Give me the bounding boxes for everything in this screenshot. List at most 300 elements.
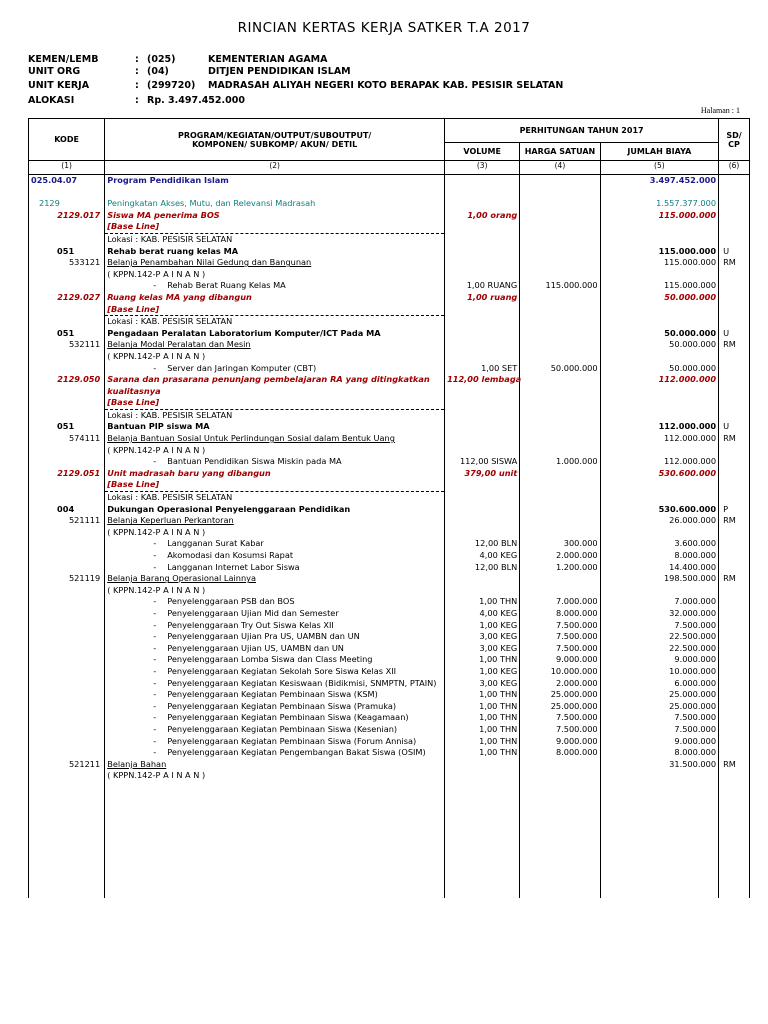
header-label: UNIT ORG	[28, 66, 81, 77]
table-row	[29, 304, 750, 316]
cell-jumlah: 25.000.000	[600, 701, 718, 713]
cell-harga	[520, 421, 600, 433]
cell-uraian: Lokasi : KAB. PESISIR SELATAN	[105, 316, 445, 328]
cell-jumlah: 6.000.000	[600, 678, 718, 690]
cell-harga	[520, 840, 600, 852]
cell-jumlah: 115.000.000	[600, 257, 718, 269]
cell-jumlah: 22.500.000	[600, 643, 718, 655]
header-colon: :	[135, 66, 139, 77]
col-num-1: (1)	[29, 161, 105, 175]
cell-uraian: Lokasi : KAB. PESISIR SELATAN	[105, 409, 445, 421]
col-num-4: (4)	[520, 161, 600, 175]
cell-volume: 112,00 lembaga	[445, 374, 520, 386]
table-row	[29, 374, 750, 386]
table-row	[29, 433, 750, 445]
cell-sdcp: RM	[719, 515, 750, 527]
bullet-dash: -	[153, 689, 157, 700]
cell-kode	[29, 840, 105, 852]
cell-jumlah	[600, 793, 718, 805]
cell-jumlah: 112.000.000	[600, 374, 718, 386]
table-row	[29, 631, 750, 643]
cell-jumlah	[600, 770, 718, 782]
cell-harga: 10.000.000	[520, 666, 600, 678]
cell-volume	[445, 246, 520, 258]
cell-harga	[520, 515, 600, 527]
cell-sdcp	[719, 666, 750, 678]
table-row	[29, 221, 750, 233]
cell-harga	[520, 817, 600, 829]
cell-kode: 574111	[29, 433, 105, 445]
header-name: DITJEN PENDIDIKAN ISLAM	[208, 66, 351, 77]
cell-volume	[445, 221, 520, 233]
cell-uraian	[105, 654, 445, 666]
cell-volume	[445, 397, 520, 409]
cell-jumlah	[600, 851, 718, 863]
table-row	[29, 397, 750, 409]
table-row	[29, 805, 750, 817]
cell-harga: 7.500.000	[520, 631, 600, 643]
detail-text: Penyelenggaraan Kegiatan Pembinaan Siswa (KSM)	[167, 689, 378, 700]
cell-harga: 7.000.000	[520, 596, 600, 608]
cell-uraian	[105, 793, 445, 805]
cell-kode	[29, 631, 105, 643]
cell-kode: 521211	[29, 759, 105, 771]
col-header-program	[105, 119, 445, 161]
cell-harga	[520, 409, 600, 421]
cell-jumlah: 112.000.000	[600, 433, 718, 445]
detail-text: Penyelenggaraan Try Out Siswa Kelas XII	[167, 619, 334, 630]
bullet-dash: -	[153, 596, 157, 607]
cell-jumlah: 25.000.000	[600, 689, 718, 701]
cell-sdcp	[719, 538, 750, 550]
table-row	[29, 793, 750, 805]
cell-volume: 379,00 unit	[445, 468, 520, 480]
cell-harga	[520, 221, 600, 233]
cell-uraian	[105, 782, 445, 794]
cell-uraian: [Base Line]	[105, 397, 445, 409]
detail-text: Penyelenggaraan PSB dan BOS	[167, 596, 295, 607]
cell-kode	[29, 397, 105, 409]
cell-volume	[445, 269, 520, 281]
cell-sdcp	[719, 631, 750, 643]
detail-text: Penyelenggaraan Ujian US, UAMBN dan UN	[167, 642, 344, 653]
col-num-3: (3)	[445, 161, 520, 175]
cell-kode	[29, 562, 105, 574]
cell-jumlah	[600, 187, 718, 199]
cell-uraian	[105, 280, 445, 292]
cell-uraian	[105, 643, 445, 655]
cell-jumlah	[600, 269, 718, 281]
cell-volume	[445, 304, 520, 316]
cell-sdcp: RM	[719, 759, 750, 771]
cell-uraian: Belanja Bahan	[105, 759, 445, 771]
cell-volume	[445, 573, 520, 585]
cell-uraian	[105, 689, 445, 701]
cell-uraian	[105, 851, 445, 863]
table-row	[29, 292, 750, 304]
cell-kode	[29, 492, 105, 504]
cell-volume: 1,00 SET	[445, 363, 520, 375]
cell-kode: 051	[29, 421, 105, 433]
cell-kode: 025.04.07	[29, 175, 105, 187]
cell-jumlah: 530.600.000	[600, 468, 718, 480]
table-row	[29, 701, 750, 713]
bullet-dash: -	[153, 700, 157, 711]
table-row	[29, 386, 750, 398]
detail-text: Penyelenggaraan Kegiatan Pembinaan Siswa (Kesenian)	[167, 723, 398, 734]
cell-sdcp: U	[719, 421, 750, 433]
bullet-dash: -	[153, 712, 157, 723]
cell-kode	[29, 527, 105, 539]
cell-volume	[445, 328, 520, 340]
cell-volume	[445, 863, 520, 875]
cell-sdcp: U	[719, 246, 750, 258]
cell-harga: 1.200.000	[520, 562, 600, 574]
cell-sdcp	[719, 198, 750, 210]
detail-text: Penyelenggaraan Ujian Mid dan Semester	[167, 607, 339, 618]
col-header-sdcp	[719, 119, 750, 161]
table-row	[29, 596, 750, 608]
header-row-alokasi	[28, 95, 728, 107]
cell-uraian: Belanja Penambahan Nilai Gedung dan Bangunan	[105, 257, 445, 269]
cell-jumlah	[600, 304, 718, 316]
cell-volume: 1,00 THN	[445, 689, 520, 701]
cell-uraian	[105, 187, 445, 199]
cell-volume: 1,00 THN	[445, 712, 520, 724]
cell-jumlah	[600, 233, 718, 245]
cell-sdcp	[719, 620, 750, 632]
col-header-jumlah: JUMLAH BIAYA	[600, 143, 718, 161]
cell-sdcp	[719, 793, 750, 805]
cell-jumlah	[600, 445, 718, 457]
cell-uraian: ( KPPN.142-P A I N A N )	[105, 445, 445, 457]
cell-kode	[29, 304, 105, 316]
cell-harga	[520, 770, 600, 782]
cell-uraian: Belanja Bantuan Sosial Untuk Perlindungan Sosial dalam Bentuk Uang	[105, 433, 445, 445]
cell-harga	[520, 304, 600, 316]
cell-jumlah: 32.000.000	[600, 608, 718, 620]
cell-uraian	[105, 456, 445, 468]
document-title: RINCIAN KERTAS KERJA SATKER T.A 2017	[237, 20, 531, 36]
cell-sdcp	[719, 175, 750, 187]
bullet-dash: -	[153, 723, 157, 734]
cell-uraian	[105, 875, 445, 887]
cell-sdcp	[719, 724, 750, 736]
bullet-dash: -	[153, 607, 157, 618]
bullet-dash: -	[153, 561, 157, 572]
cell-sdcp	[719, 805, 750, 817]
table-row	[29, 456, 750, 468]
cell-jumlah	[600, 782, 718, 794]
col-num-5: (5)	[600, 161, 718, 175]
table-row	[29, 654, 750, 666]
cell-kode	[29, 736, 105, 748]
col-header-volume: VOLUME	[445, 143, 520, 161]
cell-sdcp	[719, 479, 750, 491]
table-row	[29, 724, 750, 736]
table-row	[29, 851, 750, 863]
cell-volume: 12,00 BLN	[445, 538, 520, 550]
cell-uraian: ( KPPN.142-P A I N A N )	[105, 585, 445, 597]
cell-volume	[445, 409, 520, 421]
cell-kode	[29, 608, 105, 620]
cell-kode	[29, 678, 105, 690]
cell-kode	[29, 596, 105, 608]
cell-sdcp	[719, 596, 750, 608]
cell-harga	[520, 374, 600, 386]
cell-harga: 1.000.000	[520, 456, 600, 468]
cell-sdcp	[719, 817, 750, 829]
cell-sdcp	[719, 782, 750, 794]
cell-kode: 004	[29, 504, 105, 516]
cell-harga	[520, 504, 600, 516]
cell-sdcp	[719, 712, 750, 724]
table-row	[29, 187, 750, 199]
cell-kode	[29, 666, 105, 678]
cell-uraian	[105, 701, 445, 713]
cell-kode: 533121	[29, 257, 105, 269]
cell-uraian	[105, 724, 445, 736]
cell-volume: 1,00 THN	[445, 736, 520, 748]
cell-sdcp: RM	[719, 339, 750, 351]
cell-sdcp	[719, 840, 750, 852]
cell-volume: 1,00 ruang	[445, 292, 520, 304]
table-row	[29, 550, 750, 562]
table-row	[29, 747, 750, 759]
cell-harga	[520, 479, 600, 491]
table-row	[29, 351, 750, 363]
cell-sdcp	[719, 747, 750, 759]
cell-volume	[445, 515, 520, 527]
cell-jumlah: 115.000.000	[600, 246, 718, 258]
cell-sdcp	[719, 886, 750, 898]
table-row	[29, 339, 750, 351]
cell-sdcp	[719, 409, 750, 421]
cell-volume	[445, 817, 520, 829]
cell-uraian: Lokasi : KAB. PESISIR SELATAN	[105, 492, 445, 504]
cell-sdcp	[719, 351, 750, 363]
cell-jumlah: 112.000.000	[600, 421, 718, 433]
col-header-program-line2: KOMPONEN/ SUBKOMP/ AKUN/ DETIL	[192, 139, 358, 149]
cell-harga: 2.000.000	[520, 550, 600, 562]
cell-sdcp	[719, 828, 750, 840]
cell-sdcp	[719, 585, 750, 597]
cell-jumlah	[600, 479, 718, 491]
cell-harga	[520, 269, 600, 281]
cell-volume	[445, 875, 520, 887]
cell-volume	[445, 351, 520, 363]
bullet-dash: -	[153, 677, 157, 688]
cell-volume	[445, 433, 520, 445]
cell-kode: 2129.027	[29, 292, 105, 304]
cell-kode	[29, 456, 105, 468]
cell-kode: 2129.017	[29, 210, 105, 222]
table-row	[29, 421, 750, 433]
cell-sdcp	[719, 770, 750, 782]
detail-text: Rehab Berat Ruang Kelas MA	[167, 280, 286, 291]
bullet-dash: -	[153, 538, 157, 549]
table-row	[29, 515, 750, 527]
cell-jumlah: 3.497.452.000	[600, 175, 718, 187]
cell-volume	[445, 759, 520, 771]
cell-kode: 532111	[29, 339, 105, 351]
cell-uraian: [Base Line]	[105, 221, 445, 233]
cell-kode	[29, 817, 105, 829]
bullet-dash: -	[153, 735, 157, 746]
cell-kode	[29, 851, 105, 863]
cell-harga	[520, 793, 600, 805]
cell-harga: 9.000.000	[520, 654, 600, 666]
detail-text: Penyelenggaraan Kegiatan Pembinaan Siswa (Pramuka)	[167, 700, 397, 711]
cell-sdcp	[719, 468, 750, 480]
cell-jumlah	[600, 886, 718, 898]
cell-sdcp	[719, 701, 750, 713]
cell-kode: 2129.051	[29, 468, 105, 480]
table-row	[29, 269, 750, 281]
cell-harga: 7.500.000	[520, 712, 600, 724]
cell-volume: 1,00 THN	[445, 724, 520, 736]
cell-sdcp: P	[719, 504, 750, 516]
header-colon: :	[135, 95, 139, 106]
detail-text: Akomodasi dan Kosumsi Rapat	[167, 550, 294, 560]
cell-sdcp	[719, 608, 750, 620]
cell-jumlah	[600, 805, 718, 817]
cell-volume	[445, 257, 520, 269]
cell-jumlah: 530.600.000	[600, 504, 718, 516]
cell-sdcp	[719, 210, 750, 222]
cell-kode	[29, 875, 105, 887]
cell-sdcp	[719, 304, 750, 316]
cell-harga: 9.000.000	[520, 736, 600, 748]
detail-text: Penyelenggaraan Ujian Pra US, UAMBN dan UN	[167, 631, 360, 642]
cell-kode: 521111	[29, 515, 105, 527]
cell-volume: 1,00 THN	[445, 701, 520, 713]
table-body	[29, 175, 750, 898]
col-num-2: (2)	[105, 161, 445, 175]
cell-harga	[520, 328, 600, 340]
cell-kode	[29, 187, 105, 199]
cell-uraian: Dukungan Operasional Penyelenggaraan Pendidikan	[105, 504, 445, 516]
table-row	[29, 678, 750, 690]
cell-jumlah: 50.000.000	[600, 363, 718, 375]
cell-kode	[29, 538, 105, 550]
cell-sdcp	[719, 445, 750, 457]
table-row	[29, 363, 750, 375]
table-row	[29, 608, 750, 620]
cell-kode	[29, 805, 105, 817]
cell-uraian	[105, 620, 445, 632]
cell-jumlah: 31.500.000	[600, 759, 718, 771]
cell-harga	[520, 433, 600, 445]
cell-volume	[445, 851, 520, 863]
cell-jumlah	[600, 492, 718, 504]
cell-jumlah	[600, 863, 718, 875]
cell-kode	[29, 712, 105, 724]
table-row	[29, 198, 750, 210]
cell-volume	[445, 175, 520, 187]
cell-harga	[520, 573, 600, 585]
cell-sdcp	[719, 187, 750, 199]
header-row-kemen	[28, 54, 728, 66]
table-row	[29, 736, 750, 748]
page-number: Halaman : 1	[700, 106, 740, 115]
cell-sdcp	[719, 456, 750, 468]
cell-volume	[445, 886, 520, 898]
cell-volume	[445, 585, 520, 597]
col-header-harga: HARGA SATUAN	[520, 143, 600, 161]
cell-harga: 2.000.000	[520, 678, 600, 690]
cell-jumlah	[600, 316, 718, 328]
cell-uraian	[105, 828, 445, 840]
col-header-sdcp-line1: SD/	[726, 130, 742, 140]
cell-uraian: Peningkatan Akses, Mutu, dan Relevansi Madrasah	[105, 198, 445, 210]
cell-sdcp	[719, 689, 750, 701]
cell-kode	[29, 863, 105, 875]
cell-harga	[520, 397, 600, 409]
table-row	[29, 817, 750, 829]
cell-volume: 12,00 BLN	[445, 562, 520, 574]
cell-harga: 7.500.000	[520, 620, 600, 632]
cell-jumlah: 22.500.000	[600, 631, 718, 643]
cell-sdcp: RM	[719, 257, 750, 269]
cell-kode	[29, 689, 105, 701]
cell-sdcp	[719, 280, 750, 292]
cell-uraian: Program Pendidikan Islam	[105, 175, 445, 187]
cell-volume	[445, 527, 520, 539]
cell-volume: 1,00 THN	[445, 747, 520, 759]
cell-sdcp	[719, 527, 750, 539]
cell-uraian: Sarana dan prasarana penunjang pembelajaran RA yang ditingkatkan	[105, 374, 445, 386]
bullet-dash: -	[153, 550, 157, 560]
table-row	[29, 233, 750, 245]
cell-harga	[520, 198, 600, 210]
cell-uraian: Siswa MA penerima BOS	[105, 210, 445, 222]
table-row	[29, 666, 750, 678]
cell-harga	[520, 875, 600, 887]
cell-harga	[520, 828, 600, 840]
cell-harga: 8.000.000	[520, 608, 600, 620]
table-row	[29, 770, 750, 782]
cell-kode	[29, 363, 105, 375]
cell-harga	[520, 782, 600, 794]
cell-kode	[29, 233, 105, 245]
cell-sdcp	[719, 550, 750, 562]
cell-volume	[445, 504, 520, 516]
header-name: MADRASAH ALIYAH NEGERI KOTO BERAPAK KAB. PESISIR SELATAN	[208, 80, 564, 91]
cell-harga	[520, 187, 600, 199]
cell-harga: 25.000.000	[520, 701, 600, 713]
table-row	[29, 643, 750, 655]
cell-uraian: Belanja Keperluan Perkantoran	[105, 515, 445, 527]
cell-kode	[29, 269, 105, 281]
cell-uraian	[105, 678, 445, 690]
bullet-dash: -	[153, 642, 157, 653]
cell-uraian	[105, 608, 445, 620]
cell-sdcp: U	[719, 328, 750, 340]
col-header-sdcp-line2: CP	[728, 139, 740, 149]
cell-jumlah	[600, 840, 718, 852]
cell-uraian: Belanja Barang Operasional Lainnya	[105, 573, 445, 585]
cell-kode	[29, 386, 105, 398]
cell-volume	[445, 339, 520, 351]
cell-sdcp	[719, 736, 750, 748]
cell-harga	[520, 445, 600, 457]
header-colon: :	[135, 54, 139, 65]
cell-harga	[520, 210, 600, 222]
cell-kode: 2129.050	[29, 374, 105, 386]
cell-kode: 2129	[29, 198, 105, 210]
cell-sdcp	[719, 397, 750, 409]
